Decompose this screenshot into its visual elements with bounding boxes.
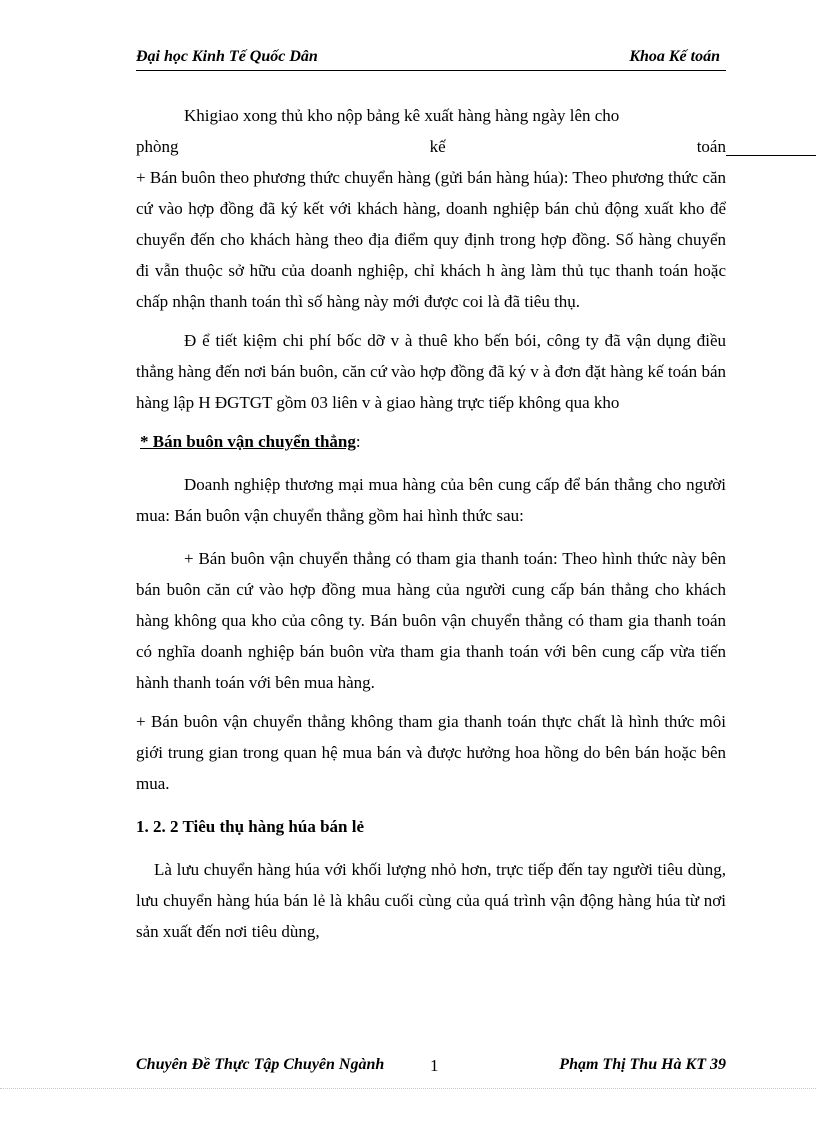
subheading-colon: : <box>355 432 361 451</box>
footer-divider <box>0 1088 816 1089</box>
word-ke: kế <box>429 137 446 156</box>
paragraph-1-line-2 <box>136 131 726 162</box>
page-header <box>136 46 726 71</box>
subheading-line <box>136 426 726 457</box>
paragraph-4: Doanh nghiệp thương mại mua hàng của bên cung cấp để bán thẳng cho người mua: Bán buôn vận chuyển thẳng gồm hai hình thức sau: <box>136 475 726 525</box>
word-toan: toán <box>696 137 726 156</box>
header-faculty: Khoa Kế toán <box>629 48 720 65</box>
word-phong: phòng <box>136 137 179 156</box>
page-footer <box>136 1056 726 1080</box>
section-title: 1. 2. 2 Tiêu thụ hàng húa bán lẻ <box>136 817 365 836</box>
underline-rule <box>726 155 816 156</box>
paragraph-7: Là lưu chuyển hàng húa với khối lượng nhỏ hơn, trực tiếp đến tay người tiêu dùng, lưu chuyển hàng húa bán lẻ là khâu cuối cùng của quá trình vận động hàng húa từ nơi sản xuất đến nơi tiêu dùng, <box>136 860 726 941</box>
paragraph-3: Đ ể tiết kiệm chi phí bốc dỡ v à thuê kho bến bói, công ty đã vận dụng điều thẳng hàng đến nơi bán buôn, căn cứ vào hợp đồng đã ký v à đơn đặt hàng kế toán bán hàng lập H ĐGTGT gồm 03 liên v à giao hàng trực tiếp không qua kho <box>136 331 726 412</box>
footer-author: Phạm Thị Thu Hà KT 39 <box>559 1056 726 1073</box>
paragraph-5: + Bán buôn vận chuyển thẳng có tham gia thanh toán: Theo hình thức này bên bán buôn căn cứ vào hợp đồng mua hàng của người cung cấp bán thẳng cho khách hàng không qua kho của công ty. Bán buôn vận chuyển thẳng có tham gia thanh toán có nghĩa doanh nghiệp bán buôn vừa tham gia thanh toán với bên cung cấp vừa tiến hành thanh toán với bên mua hàng. <box>136 549 726 692</box>
paragraph-6: + Bán buôn vận chuyển thẳng không tham gia thanh toán thực chất là hình thức môi giới trung gian trong quan hệ mua bán và được hưởng hoa hồng do bên bán hoặc bên mua. <box>136 712 726 793</box>
paragraph-1: Khigiao xong thủ kho nộp bảng kê xuất hàng hàng ngày lên cho <box>184 106 620 125</box>
document-body <box>136 100 726 947</box>
paragraph-2: + Bán buôn theo phương thức chuyển hàng (gửi bán hàng húa): Theo phương thức căn cứ vào hợp đồng đã ký kết với khách hàng, doanh nghiệp bán chủ động xuất kho để chuyển đến cho khách hàng theo địa điểm quy định trong hợp đồng. Số hàng chuyển đi vẫn thuộc sở hữu của doanh nghiệp, chỉ khách h àng làm thủ tục thanh toán hoặc chấp nhận thanh toán thì số hàng này mới được coi là đã tiêu thụ. <box>136 168 726 311</box>
subheading: * Bán buôn vận chuyển thẳng <box>140 432 356 451</box>
header-university: Đại học Kinh Tế Quốc Dân <box>136 48 318 65</box>
footer-title: Chuyên Đề Thực Tập Chuyên Ngành <box>136 1056 385 1073</box>
page-number: 1 <box>430 1056 439 1075</box>
